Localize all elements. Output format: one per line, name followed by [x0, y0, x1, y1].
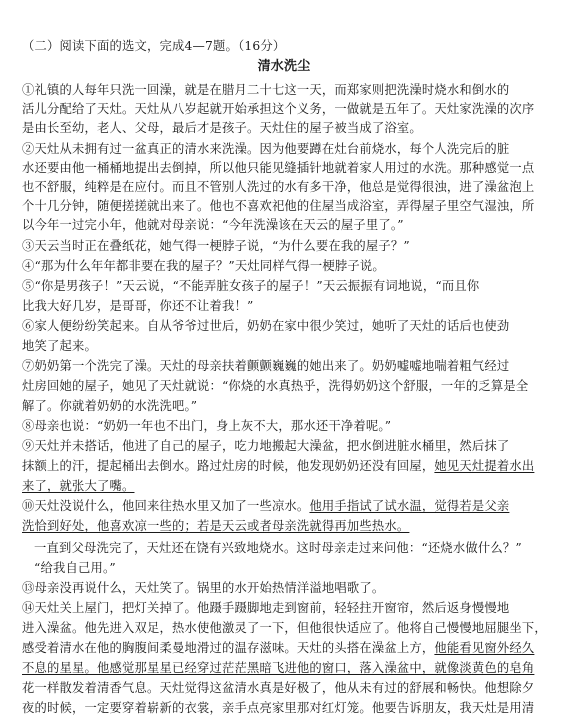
text-line: 个十几分钟，随便搓搓就出来了。他也不喜欢祀他的住屋当成浴室，弄得屋子里空气湿浊，所	[22, 199, 535, 213]
text-line: ⑨天灶并未搭话，他进了自己的屋子，吃力地搬起大澡盆，把水倒进脏水桶里，然后抹了	[22, 439, 510, 453]
text-line: ⑬母亲没再说什么，天灶笑了。锅里的水开始热情洋溢地唱歌了。	[22, 581, 385, 595]
text-line: “给我自己用。”	[34, 561, 116, 575]
text-line: 以今年一过完小年，他就对母亲说：“今年洗澡该在天云的屋子里了。”	[22, 218, 404, 232]
underlined-text: 他感觉那星星已经穿过茫茫黑暗飞进他的窗口，落入澡盆中，就像淡黄色的皂角	[96, 661, 535, 675]
text-line	[22, 518, 409, 534]
text-line: 活儿分配给了天灶。天灶从八岁起就开始承担这个义务，一做就是五年了。天灶家洗澡的次序	[22, 102, 535, 116]
text-segment: ⑩天灶没说什么，他回来往热水里又加了一些凉水。	[22, 499, 310, 513]
text-line: 也不舒服，纯粹是在应付。而且不管别人洗过的水有多干净，他总是觉得很浊，进了澡盆泡上	[22, 180, 535, 194]
text-line: 水还要由他一桶桶地提出去倒掉，所以他只能见缝插针地就着家人用过的水洗。那种感觉一点	[22, 161, 535, 175]
text-line: 灶房回她的屋子，她见了天灶就说：“你烧的水真热乎，洗得奶奶这个舒服，一年的乏算是全	[22, 379, 529, 393]
text-line: ①礼镇的人每年只洗一回澡，就是在腊月二十七这一天，而郑家则把洗澡时烧水和倒水的	[22, 83, 510, 97]
text-line: 是由长至幼，老人、父母，最后才是孩子。天灶住的屋子被当成了浴室。	[22, 121, 422, 135]
text-line: 解了。你就着奶奶的水洗洗吧。”	[22, 399, 198, 413]
text-line: ②天灶从未拥有过一盆真正的清水来洗澡。因为他要蹲在灶台前烧水，每个人洗完后的脏	[22, 142, 510, 156]
text-line: 花一样散发着清香气息。天灶觉得这盆清水真是好极了，他从未有过的舒展和畅快。他想除夕	[22, 681, 535, 695]
text-line	[22, 640, 534, 656]
underlined-text: 他用手指试了试水温，觉得若是父亲	[309, 499, 510, 513]
text-line: ④“那为什么年年都非要在我的屋子？”天灶同样气得一梗脖子说。	[22, 259, 385, 273]
text-line: ③天云当时正在叠纸花，她气得一梗脖子说，“为什么要在我的屋子？”	[22, 239, 410, 253]
underlined-text: 他能看见窗外经久	[434, 641, 535, 655]
text-line	[22, 660, 534, 676]
text-segment: 抹额上的汗，提起桶出去倒水。路过灶房的时候，他发现奶奶还没有回屋，	[22, 459, 435, 473]
text-line: 一直到父母洗完了，天灶还在饶有兴致地烧水。这时母亲走过来问他：“还烧水做什么？”	[34, 541, 522, 555]
underlined-text: 她见天灶提着水出	[434, 459, 535, 473]
text-line	[22, 498, 509, 514]
text-line: 地笑了起来。	[22, 339, 97, 353]
underlined-text: 不息的星星。	[22, 661, 97, 675]
text-line: ⑧母亲也说：“奶奶一年也不出门，身上灰不大，那水还干净着呢。”	[22, 419, 392, 433]
section-header: （二）阅读下面的选文，完成4—7题。（16分）	[22, 39, 286, 53]
text-line: 进入澡盆。他先进入双足，热水使他激灵了一下，但他很快适应了。他将自己慢慢地屈腿坐下，	[22, 621, 547, 635]
underlined-text: 来了，就张大了嘴。	[22, 479, 135, 493]
text-line: 比我大好几岁，是哥哥，你还不让着我！”	[22, 299, 254, 313]
text-line	[22, 458, 534, 474]
text-line: ⑤“你是男孩子！”天云说，“不能弄脏女孩子的屋子！”天云振振有词地说，“而且你	[22, 279, 480, 293]
text-segment: 感受着清水在他的胸腹间柔曼地滑过的温存滋味。天灶的头搭在澡盆上方，	[22, 641, 435, 655]
text-line: ⑦奶奶第一个洗完了澡。天灶的母亲扶着颤颤巍巍的她出来了。奶奶嘘嘘地喘着粗气经过	[22, 359, 510, 373]
text-line: ⑭天灶关上屋门，把灯关掉了。他蹑手蹑脚地走到窗前，轻轻拄开窗帘，然后返身慢慢地	[22, 601, 510, 615]
text-line: ⑥家人便纷纷笑起来。自从爷爷过世后，奶奶在家中很少笑过，她听了天灶的话后也使劲	[22, 319, 510, 333]
article-title: 清水洗尘	[257, 59, 311, 74]
text-line	[22, 478, 134, 494]
text-line: 夜的时候，一定要穿着崭新的衣裳，亲手点亮家里那对红灯笼。他要告诉朋友，我天灶是用清	[22, 701, 535, 715]
underlined-text: 洗恰到好处，他喜欢凉一些的；若是天云或者母亲洗就得再加些热水。	[22, 519, 410, 533]
